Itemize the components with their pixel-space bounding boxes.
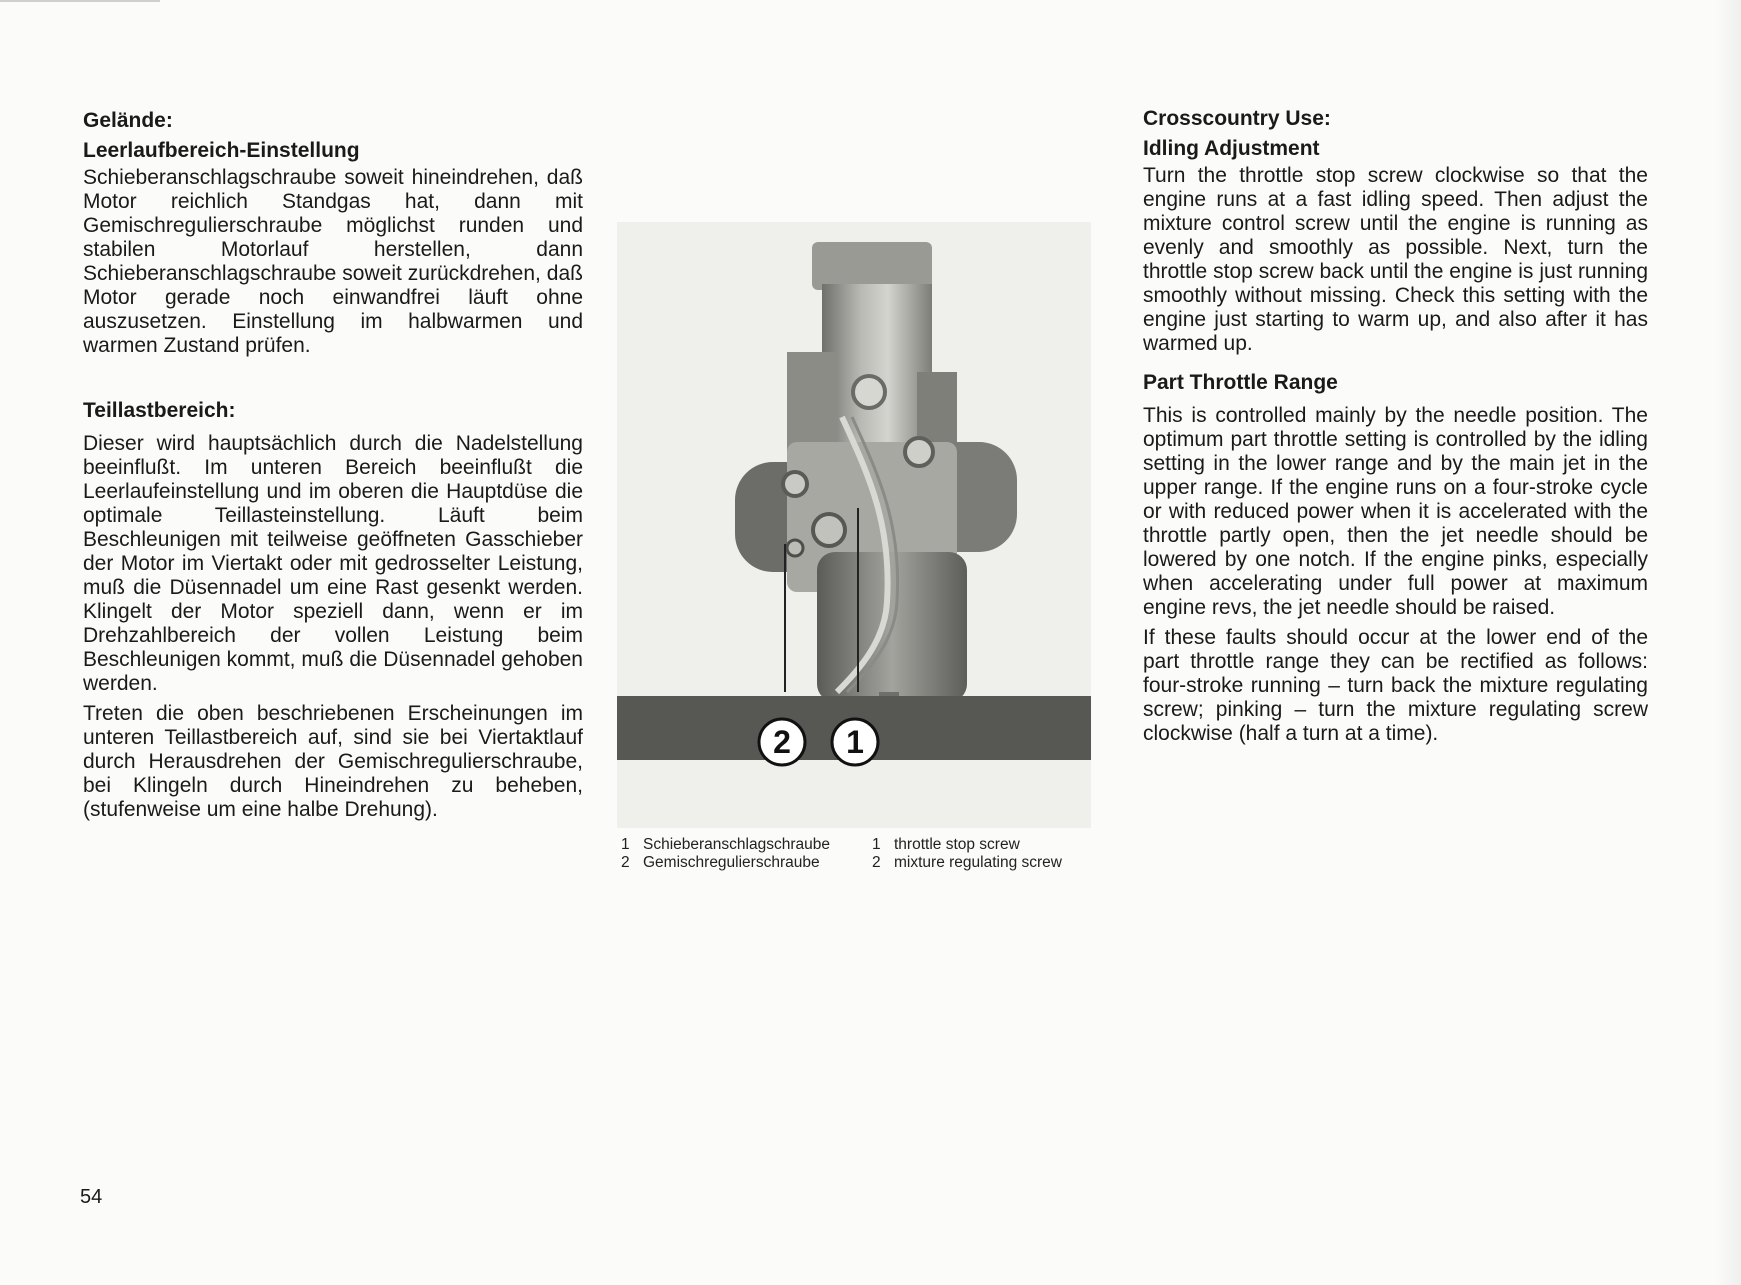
caption-en-row [872, 854, 1062, 872]
english-heading-part-throttle: Part Throttle Range [1143, 371, 1338, 394]
caption-text: throttle stop screw [894, 836, 1020, 853]
english-heading-idling: Idling Adjustment [1143, 137, 1320, 160]
german-heading-part-load: Teillastbereich: [83, 399, 236, 422]
german-idle-paragraph: Schieberanschlagschraube soweit hineindrehen, daß Motor reichlich Standgas hat, dann mit Gemischregulierschraube möglichst runden und stabilen Motorlauf herstellen, dann Schieberanschlagschraube soweit zurückdrehen, daß Motor gerade noch einwandfrei läuft ohne auszusetzen. Einstellung im halbwarmen und warmen Zustand prüfen. [83, 166, 583, 357]
carburetor-photo [617, 222, 1091, 828]
page-number: 54 [80, 1186, 103, 1208]
english-remedy-paragraph: If these faults should occur at the lower end of the part throttle range they can be rectified as follows: four-stroke running – turn back the mixture regulating screw; pinking – turn the mixture regulating screw clockwise (half a turn at a time). [1143, 626, 1648, 745]
german-column [83, 106, 583, 822]
caption-number: 1 [872, 836, 881, 853]
english-part-throttle-paragraph: This is controlled mainly by the needle position. The optimum part throttle setting is controlled by the idling setting in the lower range and by the main jet in the upper range. If the engine runs on a four-stroke cycle or with reduced power when it is accelerated with the throttle partly open, then the jet needle should be lowered by one notch. If the engine pinks, especially when accelerating under full power at maximum engine revs, the jet needle should be raised. [1143, 404, 1648, 619]
caption-text: Gemischregulierschraube [643, 854, 820, 871]
page-edge-shadow [1715, 0, 1741, 1285]
caption-en-row [872, 836, 1062, 854]
german-heading-terrain: Gelände: [83, 109, 173, 132]
caption-number: 2 [872, 854, 881, 871]
caption-german [621, 836, 830, 872]
german-part-load-paragraph: Dieser wird hauptsächlich durch die Nadelstellung beeinflußt. Im unteren Bereich beeinflußt die Leerlaufeinstellung und im oberen die Hauptdüse die optimale Teillasteinstellung. Läuft beim Beschleunigen mit teilweise geöffneten Gasschieber der Motor im Viertakt oder mit gedrosselter Leistung, muß die Düsennadel um eine Rast gesenkt werden. Klingelt der Motor speziell dann, wenn er im Drehzahlbereich der vollen Leistung beim Beschleunigen kommt, muß die Düsennadel gehoben werden. [83, 432, 583, 695]
scan-edge-line [0, 0, 160, 2]
caption-de-row [621, 854, 830, 872]
caption-text: mixture regulating screw [894, 854, 1062, 871]
caption-de-row [621, 836, 830, 854]
english-heading-crosscountry: Crosscountry Use: [1143, 107, 1331, 130]
caption-text: Schieberanschlagschraube [643, 836, 830, 853]
english-idling-paragraph: Turn the throttle stop screw clockwise so that the engine runs at a fast idling speed. Then adjust the mixture control screw until the engine is running as evenly and smoothly as possible. Next, turn the throttle stop screw back until the engine is just running smoothly without missing. Check this setting with the engine just starting to warm up, and also after it has warmed up. [1143, 164, 1648, 355]
callout-1-label: 1 [846, 724, 864, 760]
english-column [1143, 104, 1648, 746]
german-heading-idle: Leerlaufbereich-Einstellung [83, 139, 360, 162]
caption-english [872, 836, 1062, 872]
german-remedy-paragraph: Treten die oben beschriebenen Erscheinungen im unteren Teillastbereich auf, sind sie bei Viertaktlauf durch Herausdrehen der Gemischregulierschraube, bei Klingeln durch Hineindrehen zu beheben, (stufenweise um eine halbe Drehung). [83, 702, 583, 821]
caption-number: 1 [621, 836, 630, 853]
caption-number: 2 [621, 854, 630, 871]
callout-2-label: 2 [773, 724, 791, 760]
